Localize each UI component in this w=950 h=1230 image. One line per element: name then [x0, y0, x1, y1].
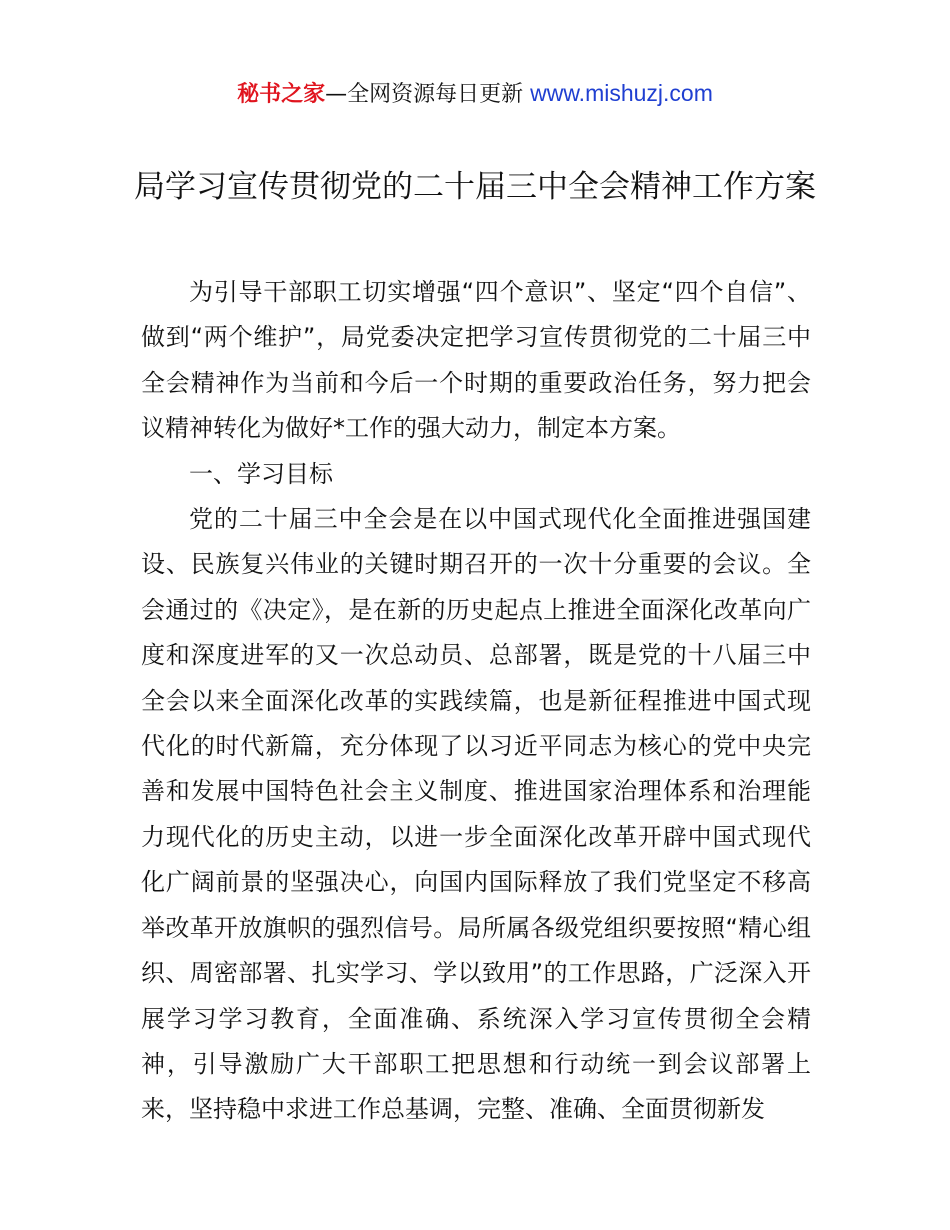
header-tagline: —全网资源每日更新 [325, 82, 531, 107]
brand-name: 秘书之家 [237, 82, 326, 107]
body-paragraph: 党的二十届三中全会是在以中国式现代化全面推进强国建设、民族复兴伟业的关键时期召开的一次十分重要的会议。全会通过的《决定》，是在新的历史起点上推进全面深化改革向广度和深度进军的又一次总动员、总部署，既是党的十八届三中全会以来全面深化改革的实践续篇，也是新征程推进中国式现代化的时代新篇，充分体现了以习近平同志为核心的党中央完善和发展中国特色社会主义制度、推进国家治理体系和治理能力现代化的历史主动，以进一步全面深化改革开辟中国式现代化广阔前景的坚强决心，向国内国际释放了我们党坚定不移高举改革开放旗帜的强烈信号。局所属各级党组织要按照“精心组织、周密部署、扎实学习、学以致用”的工作思路，广泛深入开展学习学习教育，全面准确、系统深入学习宣传贯彻全会精神，引导激励广大干部职工把思想和行动统一到会议部署上来，坚持稳中求进工作总基调，完整、准确、全面贯彻新发 [141, 505, 811, 1124]
page-header [0, 78, 950, 110]
document-body [141, 270, 811, 1133]
document-title: 局学习宣传贯彻党的二十届三中全会精神工作方案 [134, 169, 816, 205]
intro-paragraph: 为引导干部职工切实增强“四个意识”、坚定“四个自信”、做到“两个维护”，局党委决定把学习宣传贯彻党的二十届三中全会精神作为当前和今后一个时期的重要政治任务，努力把会议精神转化为做好*工作的强大动力，制定本方案。 [141, 278, 811, 443]
site-url-link[interactable]: www.mishuzj.com [530, 80, 713, 106]
section-heading: 一、学习目标 [189, 459, 333, 488]
